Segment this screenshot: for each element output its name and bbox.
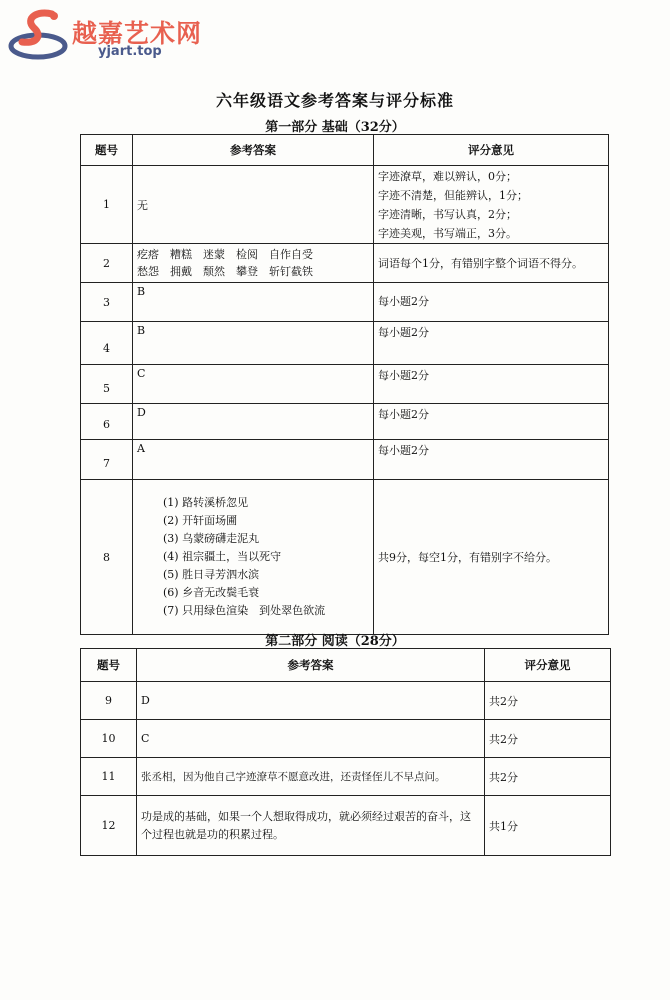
table-row	[81, 404, 609, 440]
answer-cell	[133, 365, 374, 404]
part2-table	[80, 648, 611, 856]
logo-url-text: yjart.top	[98, 44, 162, 59]
answer-text: B	[137, 324, 146, 337]
answer-cell: C	[137, 720, 485, 758]
score-text: 每小题2分	[378, 444, 429, 457]
answer-cell: D	[137, 682, 485, 720]
header-score: 评分意见	[485, 649, 611, 682]
table-row	[81, 283, 609, 322]
answer-text: (1) 路转溪桥忽见	[163, 496, 249, 509]
header-answer: 参考答案	[137, 649, 485, 682]
answer-text: (5) 胜日寻芳泗水滨	[163, 568, 260, 581]
question-number: 3	[81, 283, 133, 322]
answer-cell	[133, 244, 374, 283]
answer-text: (3) 乌蒙磅礴走泥丸	[163, 532, 260, 545]
answer-text: 无	[137, 198, 148, 212]
table-header-row	[81, 649, 611, 682]
question-number: 1	[81, 166, 133, 244]
question-number: 2	[81, 244, 133, 283]
table-row	[81, 244, 609, 283]
score-cell	[374, 322, 609, 365]
part1-table	[80, 134, 609, 635]
question-number: 5	[81, 365, 133, 404]
document-title: 六年级语文参考答案与评分标准	[215, 91, 454, 110]
question-number: 4	[81, 322, 133, 365]
score-cell: 共2分	[485, 758, 611, 796]
question-number: 8	[81, 480, 133, 635]
score-cell	[374, 365, 609, 404]
answer-text: 疙瘩 糟糕 迷蒙 检阅 自作自受	[137, 248, 313, 261]
score-cell	[374, 480, 609, 635]
question-number: 6	[81, 404, 133, 440]
score-cell: 共1分	[485, 796, 611, 856]
score-text: 词语每个1分，有错别字整个词语不得分。	[378, 257, 583, 270]
score-cell: 共2分	[485, 720, 611, 758]
score-cell	[374, 283, 609, 322]
question-number: 7	[81, 440, 133, 480]
logo-chinese-text: 越嘉艺术网	[72, 19, 203, 48]
answer-text: (6) 乡音无改鬓毛衰	[163, 586, 260, 599]
header-score: 评分意见	[374, 135, 609, 166]
table-row	[81, 682, 611, 720]
score-cell	[374, 440, 609, 480]
answer-cell	[133, 166, 374, 244]
table-row	[81, 440, 609, 480]
logo-swirl-icon	[8, 8, 70, 64]
answer-cell: 功是成的基础，如果一个人想取得成功，就必须经过艰苦的奋斗，这个过程也就是功的积累过程。	[137, 796, 485, 856]
answer-cell	[133, 283, 374, 322]
score-text: 字迹不清楚，但能辨认，1分；	[378, 188, 528, 202]
table-row	[81, 480, 609, 635]
question-number: 11	[81, 758, 137, 796]
score-text: 字迹美观，书写端正，3分。	[378, 226, 517, 240]
table-row	[81, 166, 609, 244]
score-text: 每小题2分	[378, 369, 429, 382]
score-text: 共9分，每空1分，有错别字不给分。	[378, 551, 557, 564]
score-text: 每小题2分	[378, 295, 429, 308]
answer-text: D	[137, 406, 146, 419]
answer-text: (4) 祖宗疆土，当以死守	[163, 550, 282, 563]
answer-text: A	[137, 442, 145, 455]
answer-text: B	[137, 285, 146, 298]
answer-text: C	[137, 367, 146, 380]
score-cell	[374, 404, 609, 440]
score-text: 字迹潦草，难以辨认，0分；	[378, 169, 517, 183]
part1-heading: 第一部分 基础（32分）	[265, 120, 405, 135]
answer-cell	[133, 480, 374, 635]
table-row	[81, 796, 611, 856]
header-number: 题号	[81, 649, 137, 682]
table-row	[81, 322, 609, 365]
header-answer: 参考答案	[133, 135, 374, 166]
table-header-row	[81, 135, 609, 166]
answer-cell	[133, 322, 374, 365]
answer-cell	[133, 440, 374, 480]
table-row	[81, 365, 609, 404]
score-text: 字迹清晰，书写认真，2分；	[378, 207, 517, 221]
answer-text: (2) 开轩面场圃	[163, 514, 238, 527]
question-number: 12	[81, 796, 137, 856]
answer-cell: 张丞相，因为他自己字迹潦草不愿意改进，还责怪侄儿不早点问。	[137, 758, 485, 796]
score-text: 每小题2分	[378, 326, 429, 339]
answer-text: 愁怨 拥戴 颓然 攀登 斩钉截铁	[137, 265, 313, 278]
question-number: 9	[81, 682, 137, 720]
table-row	[81, 758, 611, 796]
site-logo	[8, 8, 208, 64]
answer-text: (7) 只用绿色渲染 到处翠色欲流	[163, 604, 326, 617]
question-number: 10	[81, 720, 137, 758]
score-cell	[374, 166, 609, 244]
answer-cell	[133, 404, 374, 440]
score-cell: 共2分	[485, 682, 611, 720]
table-row	[81, 720, 611, 758]
header-number: 题号	[81, 135, 133, 166]
score-text: 每小题2分	[378, 408, 429, 421]
score-cell	[374, 244, 609, 283]
part2-heading: 第二部分 阅读（28分）	[265, 634, 405, 649]
